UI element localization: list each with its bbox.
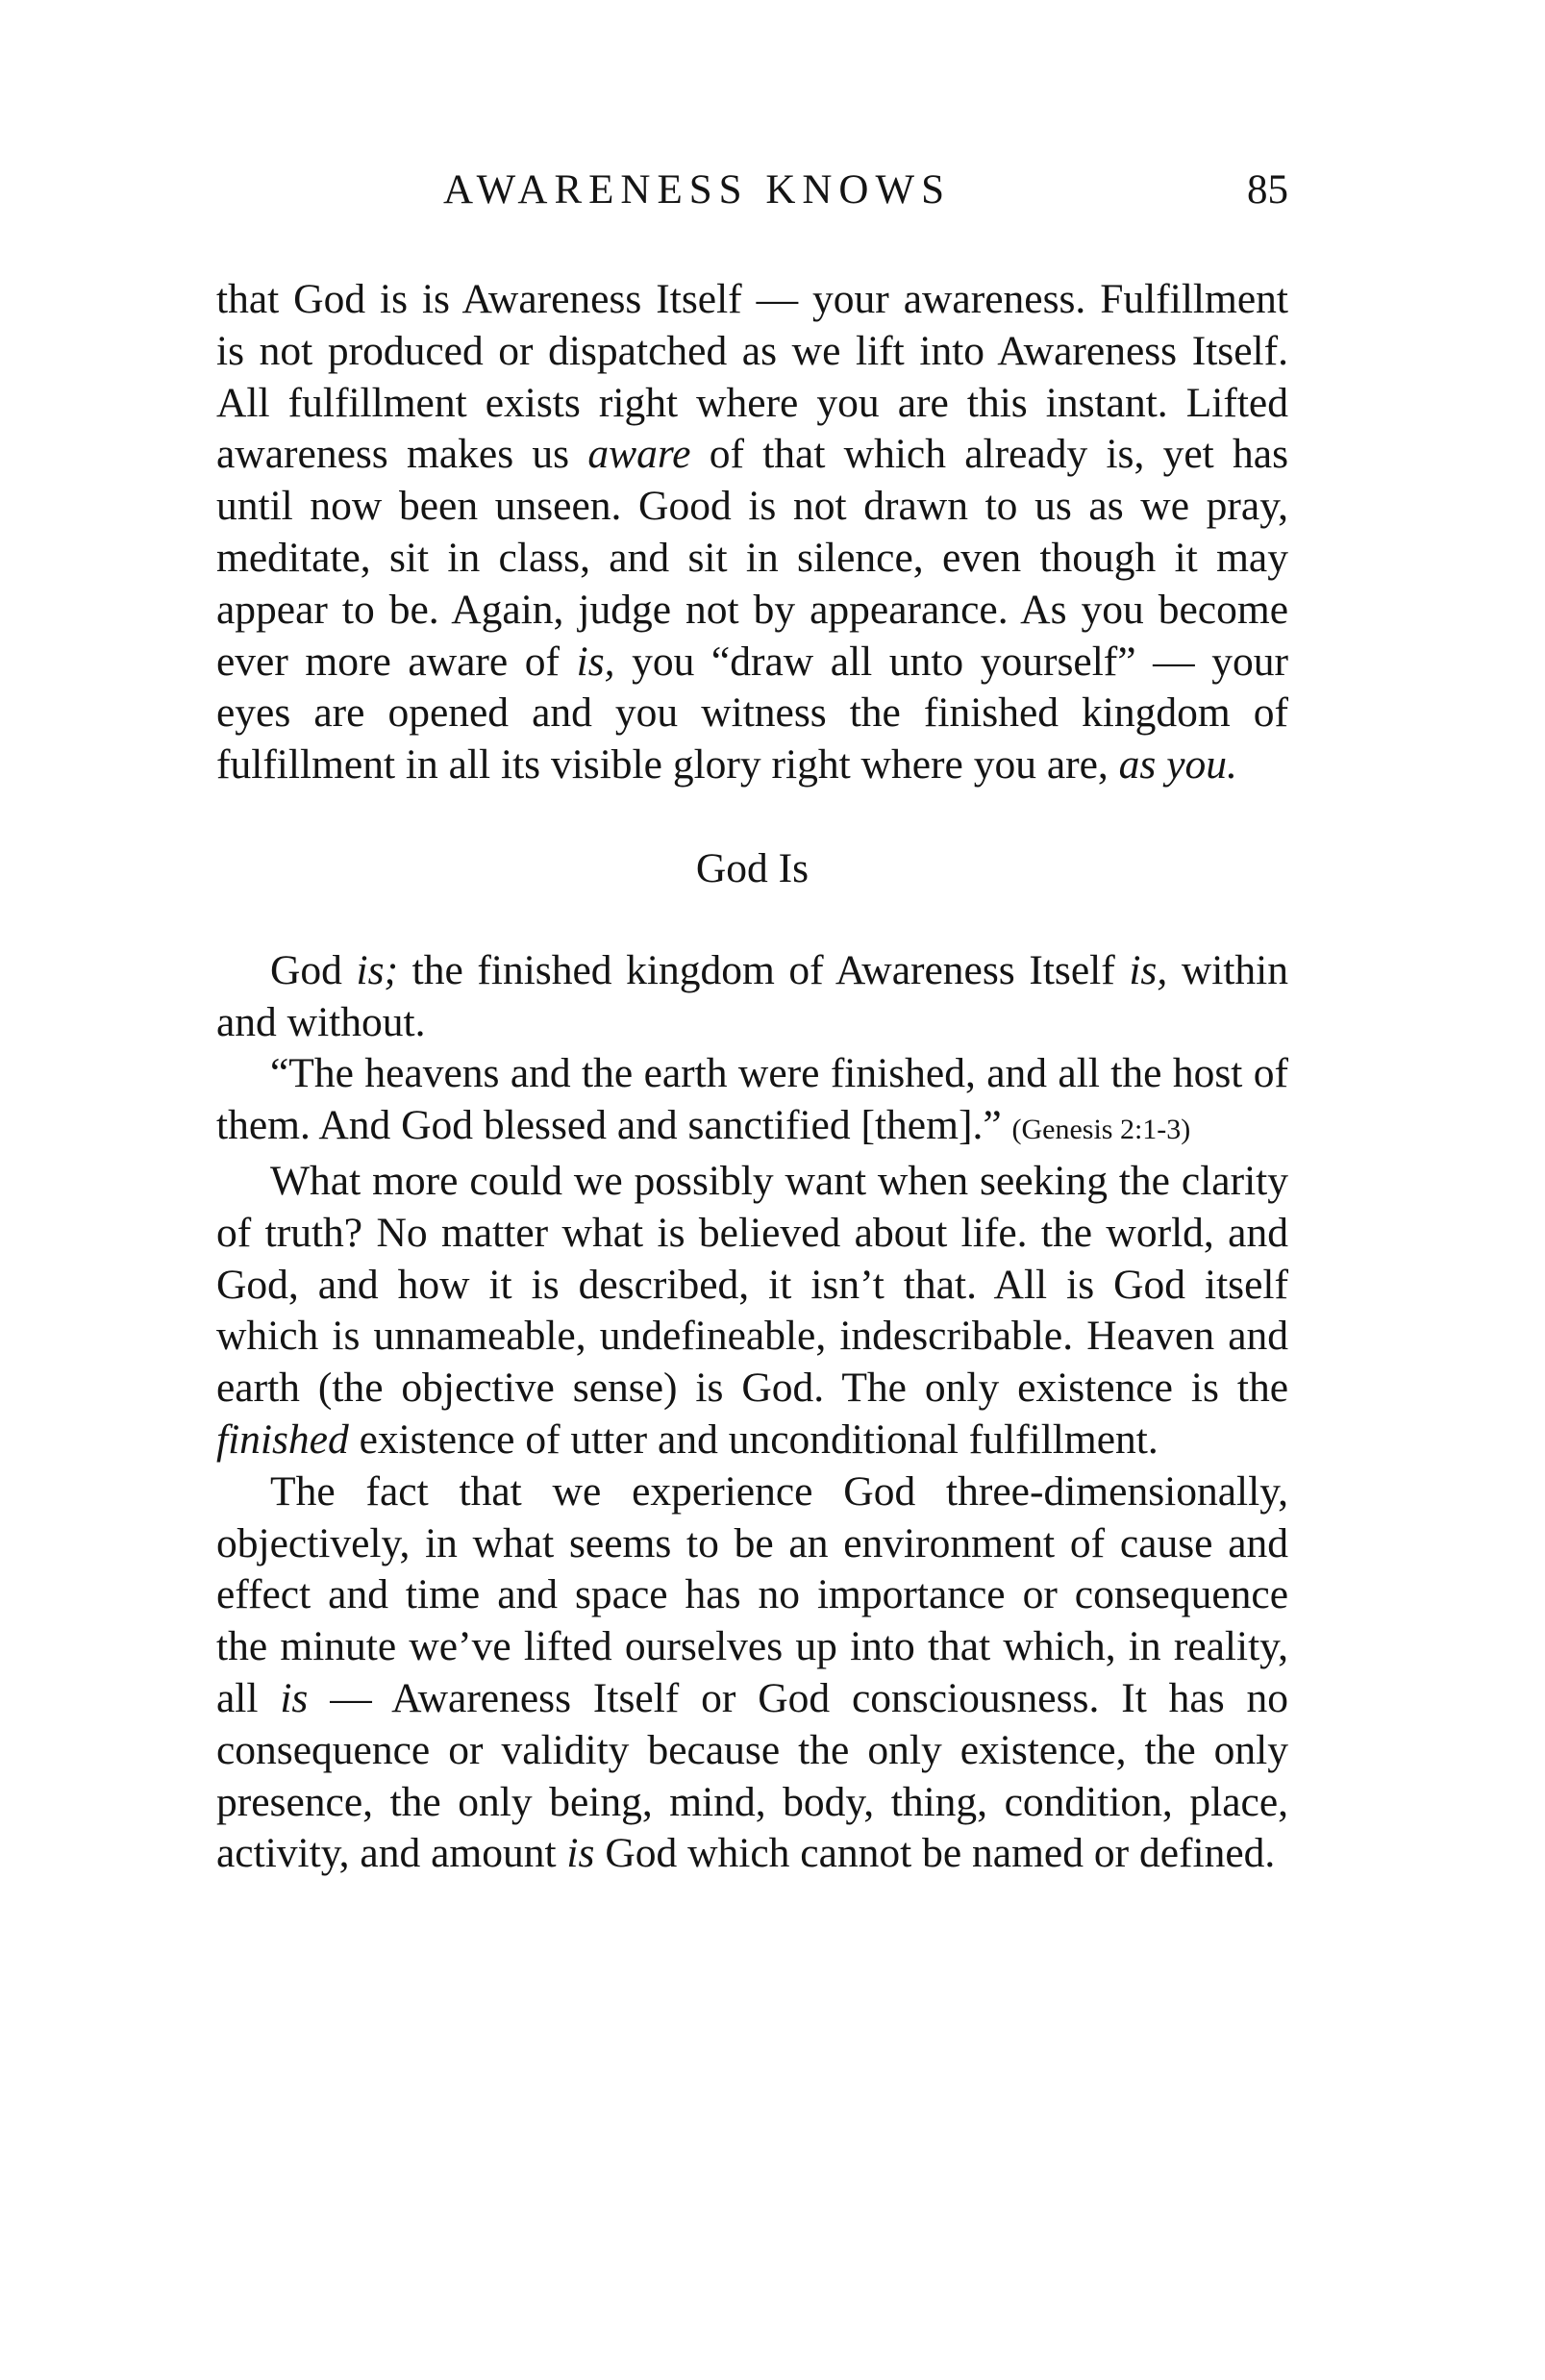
paragraph [216, 1156, 1288, 1466]
scripture-quote: “The heavens and the earth were finished, and all the host of them. And God blessed and sanctified [them].” [216, 1050, 1288, 1149]
quote-paragraph [216, 1048, 1288, 1156]
paragraph [216, 1466, 1288, 1880]
emphasis-finished: finished [216, 1415, 349, 1463]
emphasis-as-you: as you. [1118, 741, 1237, 789]
running-head [216, 162, 1288, 219]
emphasis-is: is [566, 1830, 595, 1877]
text-run: the finished kingdom of Awareness Itself [398, 946, 1130, 993]
text-run: existence of utter and unconditional fulfillment. [348, 1415, 1159, 1463]
body-text [216, 274, 1288, 1880]
emphasis-is: is, [1129, 946, 1168, 993]
text-run: God which cannot be named or defined. [594, 1830, 1276, 1877]
emphasis-is: is [280, 1674, 309, 1721]
paragraph-continued [216, 274, 1288, 791]
paragraph [216, 945, 1288, 1049]
emphasis-is: is, [576, 638, 615, 685]
text-run: — Awareness Itself or God consciousness. It has no consequence or validity because the only existence, the only presence, the only being, mind, body, thing, condition, place, activity, and amount [216, 1674, 1288, 1877]
text-run: you “draw all unto yourself” — your eyes are opened and you witness the finished kingdom of fulfillment in all its visible glory right where you are, [216, 638, 1288, 789]
text-run: The fact that we experience God three-dimensionally, objectively, in what seems to be an environment of cause and effect and time and space has no importance or consequence the minute we’ve lifted ourselves up into that which, in reality, all [216, 1467, 1288, 1721]
section-heading: God Is [695, 844, 810, 891]
text-run: that God is is Awareness Itself — your awareness. Fulfillment is not produced or dispatched as we lift into Awareness Itself. All fulfillment exists right where you are this instant. Lifted awareness makes us [216, 276, 1288, 478]
text-run: What more could we possibly want when seeking the clarity of truth? No matter what is believed about life. the world, and God, and how it is described, it isn’t that. All is God itself which is unnameable, undefineable, indescribable. Heaven and earth (the objective sense) is God. The only existence is the [216, 1157, 1288, 1412]
emphasis-is: is; [356, 946, 399, 993]
citation: (Genesis 2:1-3) [1011, 1114, 1191, 1146]
running-head-title: AWARENESS KNOWS [443, 167, 951, 213]
text-run: of that which already is, yet has until now been unseen. Good is not drawn to us as we pray, meditate, sit in class, and sit in silence, even though it may appear to be. Again, judge not by appearance. As you become ever more aware of [216, 431, 1288, 685]
page-number: 85 [1247, 167, 1288, 213]
text-run: within and without. [216, 946, 1288, 1045]
emphasis-aware: aware [587, 431, 691, 478]
text-run: God [270, 946, 357, 993]
